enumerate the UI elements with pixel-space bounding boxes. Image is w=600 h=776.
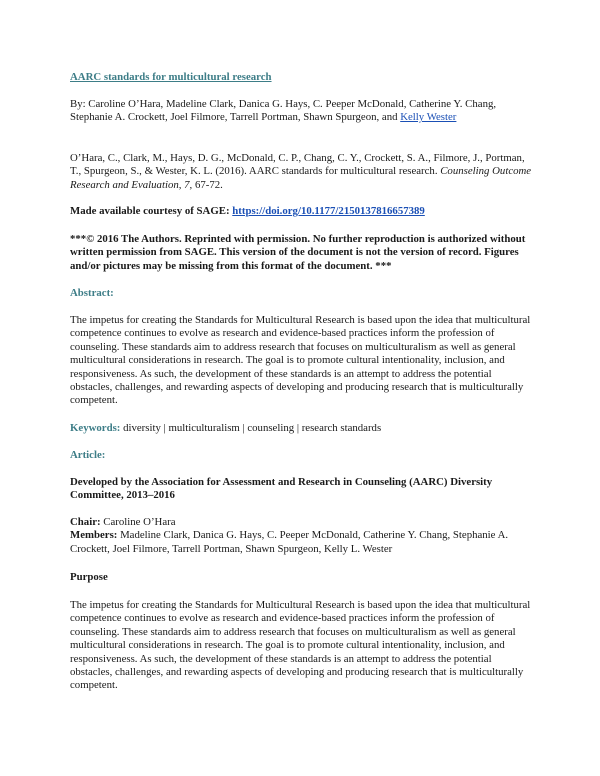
committee-listing [70,516,532,556]
members-label: Members: [70,529,118,542]
availability-line [70,205,532,218]
title-line [70,71,532,84]
copyright-notice: ***© 2016 The Authors. Reprinted with permission. No further reproduction is authorized without written permission from SAGE. This version of the document is not the version of record. Figures and/or pictures may be missing from this format of the document. *** [70,233,526,272]
developed-by: Developed by the Association for Assessment and Research in Counseling (AARC) Diversity Committee, 2013–2016 [70,476,493,502]
byline-authors: By: Caroline O’Hara, Madeline Clark, Danica G. Hays, C. Peeper McDonald, Catherine Y. Chang, Stephanie A. Crockett, Joel Filmore, Tarrell Portman, Shawn Spurgeon, and [70,98,497,124]
abstract-text: The impetus for creating the Standards for Multicultural Research is based upon the idea that multicultural competence continues to evolve as research and evidence-based practices inform the profession of counseling. These standards aim to address research that focuses on multiculturalism as well as general multicultural considerations in research. The goal is to promote cultural intentionality, inclusion, and responsiveness. As such, the development of these standards is an attempt to address the potential obstacles, challenges, and rewarding aspects of developing and producing research that is multiculturally competent. [70,314,531,407]
citation-pages: 67-72. [192,178,223,191]
chair-label: Chair: [70,516,101,528]
keywords-label: Keywords: [70,422,121,434]
chair-name: Caroline O’Hara [100,516,176,528]
purpose-heading: Purpose [70,571,108,583]
byline [70,98,532,125]
doi-link[interactable]: https://doi.org/10.1177/2150137816657389 [232,205,425,217]
citation-journal: Counseling Outcome Research and Evaluation, 7, [70,165,532,191]
citation-authors: O’Hara, C., Clark, M., Hays, D. G., McDonald, C. P., Chang, C. Y., Crockett, S. A., Filmore, J., Portman, T., Spurgeon, S., & Wester, K. L. (2016). AARC standards for multicultural research. [70,152,525,178]
article-title-link[interactable]: AARC standards for multicultural research [70,71,272,83]
keywords-list: diversity | multiculturalism | counseling | research standards [123,422,382,434]
purpose-text: The impetus for creating the Standards for Multicultural Research is based upon the idea that multicultural competence continues to evolve as research and evidence-based practices inform the profession of counseling. These standards aim to address research that focuses on multiculturalism as well as general multicultural considerations in research. The goal is to promote cultural intentionality, inclusion, and responsiveness. As such, the development of these standards is an attempt to address the potential obstacles, challenges, and rewarding aspects of developing and producing research that is multiculturally competent. [70,599,531,692]
author-link-kelly-wester[interactable]: Kelly Wester [400,111,457,124]
citation [70,152,532,192]
abstract-heading: Abstract: [70,287,114,299]
members-names: Madeline Clark, Danica G. Hays, C. Peeper McDonald, Catherine Y. Chang, Stephanie A. Crockett, Joel Filmore, Tarrell Portman, Shawn Spurgeon, Kelly L. Wester [70,529,509,555]
availability-label: Made available courtesy of SAGE: [70,205,230,217]
article-heading: Article: [70,449,106,461]
keywords-line [70,422,532,435]
